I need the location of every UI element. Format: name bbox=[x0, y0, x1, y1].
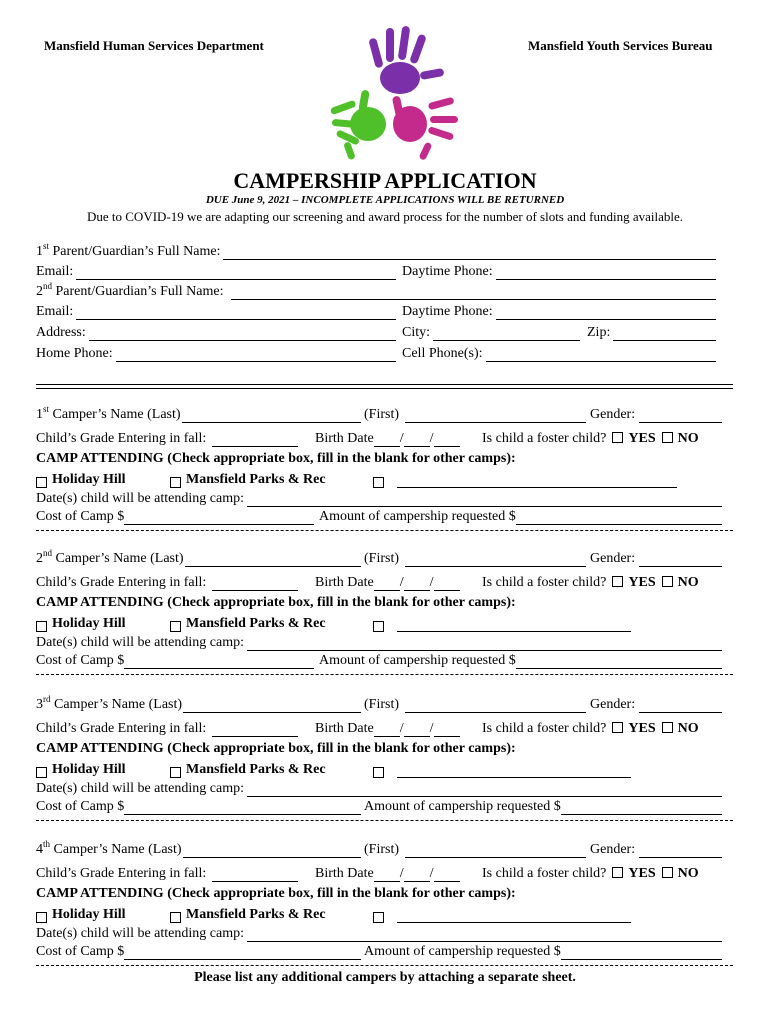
camper-last-name-field[interactable] bbox=[183, 699, 361, 713]
grade-row bbox=[36, 864, 298, 882]
other-camp-row bbox=[373, 614, 631, 632]
camper-divider bbox=[36, 965, 733, 966]
camper-gender-field[interactable] bbox=[639, 553, 722, 567]
parent1-email-field[interactable] bbox=[76, 266, 396, 280]
camper-divider bbox=[36, 820, 733, 821]
home-phone-field[interactable] bbox=[116, 348, 396, 362]
parent2-name-label: 2nd Parent/Guardian’s Full Name: bbox=[36, 281, 224, 299]
camper-name-label: 3rd Camper’s Name (Last) bbox=[36, 694, 183, 712]
amount-label: Amount of campership requested $ bbox=[364, 944, 561, 959]
birth-day-field[interactable] bbox=[404, 578, 430, 591]
grade-label: Child’s Grade Entering in fall: bbox=[36, 721, 207, 736]
camper-name-label: 4th Camper’s Name (Last) bbox=[36, 839, 182, 857]
checkbox-icon[interactable] bbox=[36, 621, 47, 632]
camper-first-row bbox=[364, 840, 586, 858]
birth-date-label: Birth Date bbox=[315, 575, 374, 590]
camp-attending-heading: CAMP ATTENDING (Check appropriate box, fill in the blank for other camps): bbox=[36, 886, 516, 901]
parent2-daytime-phone-field[interactable] bbox=[496, 306, 716, 320]
foster-row bbox=[482, 429, 699, 447]
grade-field[interactable] bbox=[212, 723, 298, 737]
foster-label: Is child a foster child? bbox=[482, 431, 607, 446]
camper-first-row bbox=[364, 405, 586, 423]
birth-month-field[interactable] bbox=[374, 434, 400, 447]
dates-field[interactable] bbox=[247, 637, 722, 651]
gender-label: Gender: bbox=[590, 697, 636, 712]
checkbox-icon[interactable] bbox=[170, 477, 181, 488]
camper-gender-row bbox=[590, 695, 722, 713]
cost-field[interactable] bbox=[124, 946, 361, 960]
birth-month-field[interactable] bbox=[374, 724, 400, 737]
parent2-name-field[interactable] bbox=[231, 286, 716, 300]
amount-label: Amount of campership requested $ bbox=[319, 653, 516, 668]
colorful-hands-icon bbox=[328, 20, 460, 160]
dates-label: Date(s) child will be attending camp: bbox=[36, 781, 244, 796]
mansfield-parks-option[interactable]: Mansfield Parks & Rec bbox=[170, 760, 326, 778]
header-left: Mansfield Human Services Department bbox=[44, 38, 264, 53]
other-camp-field[interactable] bbox=[397, 909, 631, 923]
first-name-label: (First) bbox=[364, 551, 399, 566]
city-label: City: bbox=[402, 325, 431, 340]
amount-row bbox=[319, 507, 722, 525]
amount-field[interactable] bbox=[561, 801, 722, 815]
dates-row bbox=[36, 779, 722, 797]
email-label: Email: bbox=[36, 264, 74, 279]
cell-phone-label: Cell Phone(s): bbox=[402, 346, 483, 361]
checkbox-icon[interactable] bbox=[612, 722, 623, 733]
zip-row bbox=[587, 323, 716, 341]
birth-date-label: Birth Date bbox=[315, 721, 374, 736]
grade-label: Child’s Grade Entering in fall: bbox=[36, 431, 207, 446]
holiday-hill-option[interactable]: Holiday Hill bbox=[36, 470, 126, 488]
grade-field[interactable] bbox=[212, 433, 298, 447]
address-field[interactable] bbox=[89, 327, 396, 341]
camper-gender-row bbox=[590, 405, 722, 423]
home-phone-label: Home Phone: bbox=[36, 346, 113, 361]
foster-yes-option[interactable]: YES bbox=[612, 866, 655, 882]
amount-row bbox=[364, 942, 722, 960]
foster-label: Is child a foster child? bbox=[482, 866, 607, 881]
camper-name-last-row bbox=[36, 840, 361, 858]
holiday-hill-option[interactable]: Holiday Hill bbox=[36, 760, 126, 778]
camper-first-name-field[interactable] bbox=[405, 553, 586, 567]
birth-day-field[interactable] bbox=[404, 869, 430, 882]
checkbox-icon[interactable] bbox=[36, 767, 47, 778]
birth-year-field[interactable] bbox=[434, 869, 460, 882]
camper-gender-row bbox=[590, 549, 722, 567]
birth-day-field[interactable] bbox=[404, 434, 430, 447]
home-phone-row bbox=[36, 344, 396, 362]
cost-field[interactable] bbox=[124, 511, 314, 525]
checkbox-icon[interactable] bbox=[36, 912, 47, 923]
foster-no-option[interactable]: NO bbox=[662, 866, 699, 882]
daytime-phone-label: Daytime Phone: bbox=[402, 264, 493, 279]
parent1-name-row bbox=[36, 242, 716, 260]
parent1-phone-row bbox=[402, 262, 716, 280]
parent1-email-row bbox=[36, 262, 396, 280]
gender-label: Gender: bbox=[590, 407, 636, 422]
camper-gender-row bbox=[590, 840, 722, 858]
cost-field[interactable] bbox=[124, 801, 361, 815]
section-divider bbox=[36, 384, 733, 389]
grade-field[interactable] bbox=[212, 868, 298, 882]
camper-last-name-field[interactable] bbox=[183, 844, 361, 858]
dates-row bbox=[36, 633, 722, 651]
zip-label: Zip: bbox=[587, 325, 611, 340]
checkbox-icon[interactable] bbox=[662, 432, 673, 443]
camper-name-last-row bbox=[36, 549, 361, 567]
other-camp-row bbox=[373, 470, 677, 488]
gender-label: Gender: bbox=[590, 842, 636, 857]
birth-date-label: Birth Date bbox=[315, 866, 374, 881]
other-camp-field[interactable] bbox=[397, 474, 677, 488]
camper-gender-field[interactable] bbox=[639, 699, 722, 713]
grade-row bbox=[36, 429, 298, 447]
checkbox-icon[interactable] bbox=[662, 867, 673, 878]
checkbox-icon[interactable] bbox=[662, 722, 673, 733]
cost-row bbox=[36, 942, 361, 960]
cost-label: Cost of Camp $ bbox=[36, 944, 125, 959]
cost-row bbox=[36, 651, 314, 669]
camper-last-name-field[interactable] bbox=[182, 409, 361, 423]
foster-no-option[interactable]: NO bbox=[662, 431, 699, 447]
camper-gender-field[interactable] bbox=[639, 844, 722, 858]
camper-name-last-row bbox=[36, 405, 361, 423]
checkbox-icon[interactable] bbox=[662, 576, 673, 587]
birth-date-row: Birth Date / / bbox=[315, 429, 460, 447]
mansfield-parks-option[interactable]: Mansfield Parks & Rec bbox=[170, 614, 326, 632]
checkbox-icon[interactable] bbox=[170, 767, 181, 778]
cell-phone-row bbox=[402, 344, 716, 362]
camper-name-label: 1st Camper’s Name (Last) bbox=[36, 404, 181, 422]
birth-date-row: Birth Date / / bbox=[315, 864, 460, 882]
checkbox-icon[interactable] bbox=[612, 867, 623, 878]
amount-label: Amount of campership requested $ bbox=[319, 509, 516, 524]
grade-row bbox=[36, 573, 298, 591]
parent2-email-field[interactable] bbox=[76, 306, 396, 320]
checkbox-icon[interactable] bbox=[612, 432, 623, 443]
camper-name-label: 2nd Camper’s Name (Last) bbox=[36, 548, 184, 566]
camper-first-name-field[interactable] bbox=[405, 844, 586, 858]
cost-field[interactable] bbox=[124, 655, 314, 669]
address-label: Address: bbox=[36, 325, 86, 340]
camper-name-last-row bbox=[36, 695, 361, 713]
covid-notice: Due to COVID-19 we are adapting our screening and award process for the number of slots and funding available. bbox=[86, 209, 683, 224]
city-field[interactable] bbox=[433, 327, 580, 341]
checkbox-icon[interactable] bbox=[36, 477, 47, 488]
birth-date-label: Birth Date bbox=[315, 431, 374, 446]
parent2-email-row bbox=[36, 302, 396, 320]
dates-label: Date(s) child will be attending camp: bbox=[36, 926, 244, 941]
zip-field[interactable] bbox=[613, 327, 716, 341]
first-name-label: (First) bbox=[364, 697, 399, 712]
foster-row bbox=[482, 719, 699, 737]
camper-last-name-field[interactable] bbox=[185, 553, 361, 567]
birth-month-field[interactable] bbox=[374, 869, 400, 882]
mansfield-parks-option[interactable]: Mansfield Parks & Rec bbox=[170, 905, 326, 923]
footer-note: Please list any additional campers by attaching a separate sheet. bbox=[194, 970, 576, 985]
parent2-name-row bbox=[36, 282, 716, 300]
checkbox-icon[interactable] bbox=[373, 912, 384, 923]
birth-date-row: Birth Date / / bbox=[315, 573, 460, 591]
holiday-hill-option[interactable]: Holiday Hill bbox=[36, 614, 126, 632]
checkbox-icon[interactable] bbox=[170, 912, 181, 923]
birth-year-field[interactable] bbox=[434, 434, 460, 447]
first-name-label: (First) bbox=[364, 842, 399, 857]
dates-row bbox=[36, 924, 722, 942]
grade-label: Child’s Grade Entering in fall: bbox=[36, 866, 207, 881]
birth-year-field[interactable] bbox=[434, 724, 460, 737]
foster-no-option[interactable]: NO bbox=[662, 721, 699, 737]
dates-field[interactable] bbox=[247, 928, 722, 942]
other-camp-field[interactable] bbox=[397, 764, 631, 778]
birth-year-field[interactable] bbox=[434, 578, 460, 591]
camp-attending-heading: CAMP ATTENDING (Check appropriate box, fill in the blank for other camps): bbox=[36, 741, 516, 756]
other-camp-field[interactable] bbox=[397, 618, 631, 632]
parent2-phone-row bbox=[402, 302, 716, 320]
amount-field[interactable] bbox=[516, 655, 722, 669]
gender-label: Gender: bbox=[590, 551, 636, 566]
camper-first-name-field[interactable] bbox=[405, 409, 586, 423]
birth-day-field[interactable] bbox=[404, 724, 430, 737]
daytime-phone-label: Daytime Phone: bbox=[402, 304, 493, 319]
holiday-hill-option[interactable]: Holiday Hill bbox=[36, 905, 126, 923]
header-right: Mansfield Youth Services Bureau bbox=[528, 38, 713, 53]
amount-field[interactable] bbox=[516, 511, 722, 525]
cost-label: Cost of Camp $ bbox=[36, 799, 125, 814]
checkbox-icon[interactable] bbox=[612, 576, 623, 587]
parent1-name-label: 1st Parent/Guardian’s Full Name: bbox=[36, 241, 221, 259]
cell-phone-field[interactable] bbox=[486, 348, 717, 362]
foster-row bbox=[482, 573, 699, 591]
dates-label: Date(s) child will be attending camp: bbox=[36, 491, 244, 506]
grade-field[interactable] bbox=[212, 577, 298, 591]
dates-field[interactable] bbox=[247, 783, 722, 797]
cost-row bbox=[36, 797, 361, 815]
other-camp-row bbox=[373, 760, 631, 778]
dates-row bbox=[36, 489, 722, 507]
checkbox-icon[interactable] bbox=[373, 767, 384, 778]
dates-field[interactable] bbox=[247, 493, 722, 507]
foster-label: Is child a foster child? bbox=[482, 575, 607, 590]
birth-month-field[interactable] bbox=[374, 578, 400, 591]
dates-label: Date(s) child will be attending camp: bbox=[36, 635, 244, 650]
cost-row bbox=[36, 507, 314, 525]
birth-date-row: Birth Date / / bbox=[315, 719, 460, 737]
first-name-label: (First) bbox=[364, 407, 399, 422]
foster-label: Is child a foster child? bbox=[482, 721, 607, 736]
grade-row bbox=[36, 719, 298, 737]
camp-attending-heading: CAMP ATTENDING (Check appropriate box, fill in the blank for other camps): bbox=[36, 451, 516, 466]
grade-label: Child’s Grade Entering in fall: bbox=[36, 575, 207, 590]
amount-label: Amount of campership requested $ bbox=[364, 799, 561, 814]
camper-first-row bbox=[364, 549, 586, 567]
checkbox-icon[interactable] bbox=[373, 621, 384, 632]
amount-field[interactable] bbox=[561, 946, 722, 960]
camper-first-name-field[interactable] bbox=[405, 699, 586, 713]
due-notice: DUE June 9, 2021 – INCOMPLETE APPLICATIONS WILL BE RETURNED bbox=[205, 194, 565, 206]
city-row bbox=[402, 323, 580, 341]
foster-yes-option[interactable]: YES bbox=[612, 721, 655, 737]
checkbox-icon[interactable] bbox=[170, 621, 181, 632]
foster-yes-option[interactable]: YES bbox=[612, 431, 655, 447]
camper-gender-field[interactable] bbox=[639, 409, 722, 423]
address-row bbox=[36, 323, 396, 341]
amount-row bbox=[319, 651, 722, 669]
checkbox-icon[interactable] bbox=[373, 477, 384, 488]
email-label: Email: bbox=[36, 304, 74, 319]
mansfield-parks-option[interactable]: Mansfield Parks & Rec bbox=[170, 470, 326, 488]
camper-divider bbox=[36, 674, 733, 675]
other-camp-row bbox=[373, 905, 631, 923]
foster-no-option[interactable]: NO bbox=[662, 575, 699, 591]
cost-label: Cost of Camp $ bbox=[36, 509, 125, 524]
amount-row bbox=[364, 797, 722, 815]
camp-attending-heading: CAMP ATTENDING (Check appropriate box, fill in the blank for other camps): bbox=[36, 595, 516, 610]
cost-label: Cost of Camp $ bbox=[36, 653, 125, 668]
foster-row bbox=[482, 864, 699, 882]
camper-divider bbox=[36, 530, 733, 531]
parent1-daytime-phone-field[interactable] bbox=[496, 266, 716, 280]
camper-first-row bbox=[364, 695, 586, 713]
parent1-name-field[interactable] bbox=[223, 246, 716, 260]
foster-yes-option[interactable]: YES bbox=[612, 575, 655, 591]
page-title: CAMPERSHIP APPLICATION bbox=[233, 168, 537, 193]
